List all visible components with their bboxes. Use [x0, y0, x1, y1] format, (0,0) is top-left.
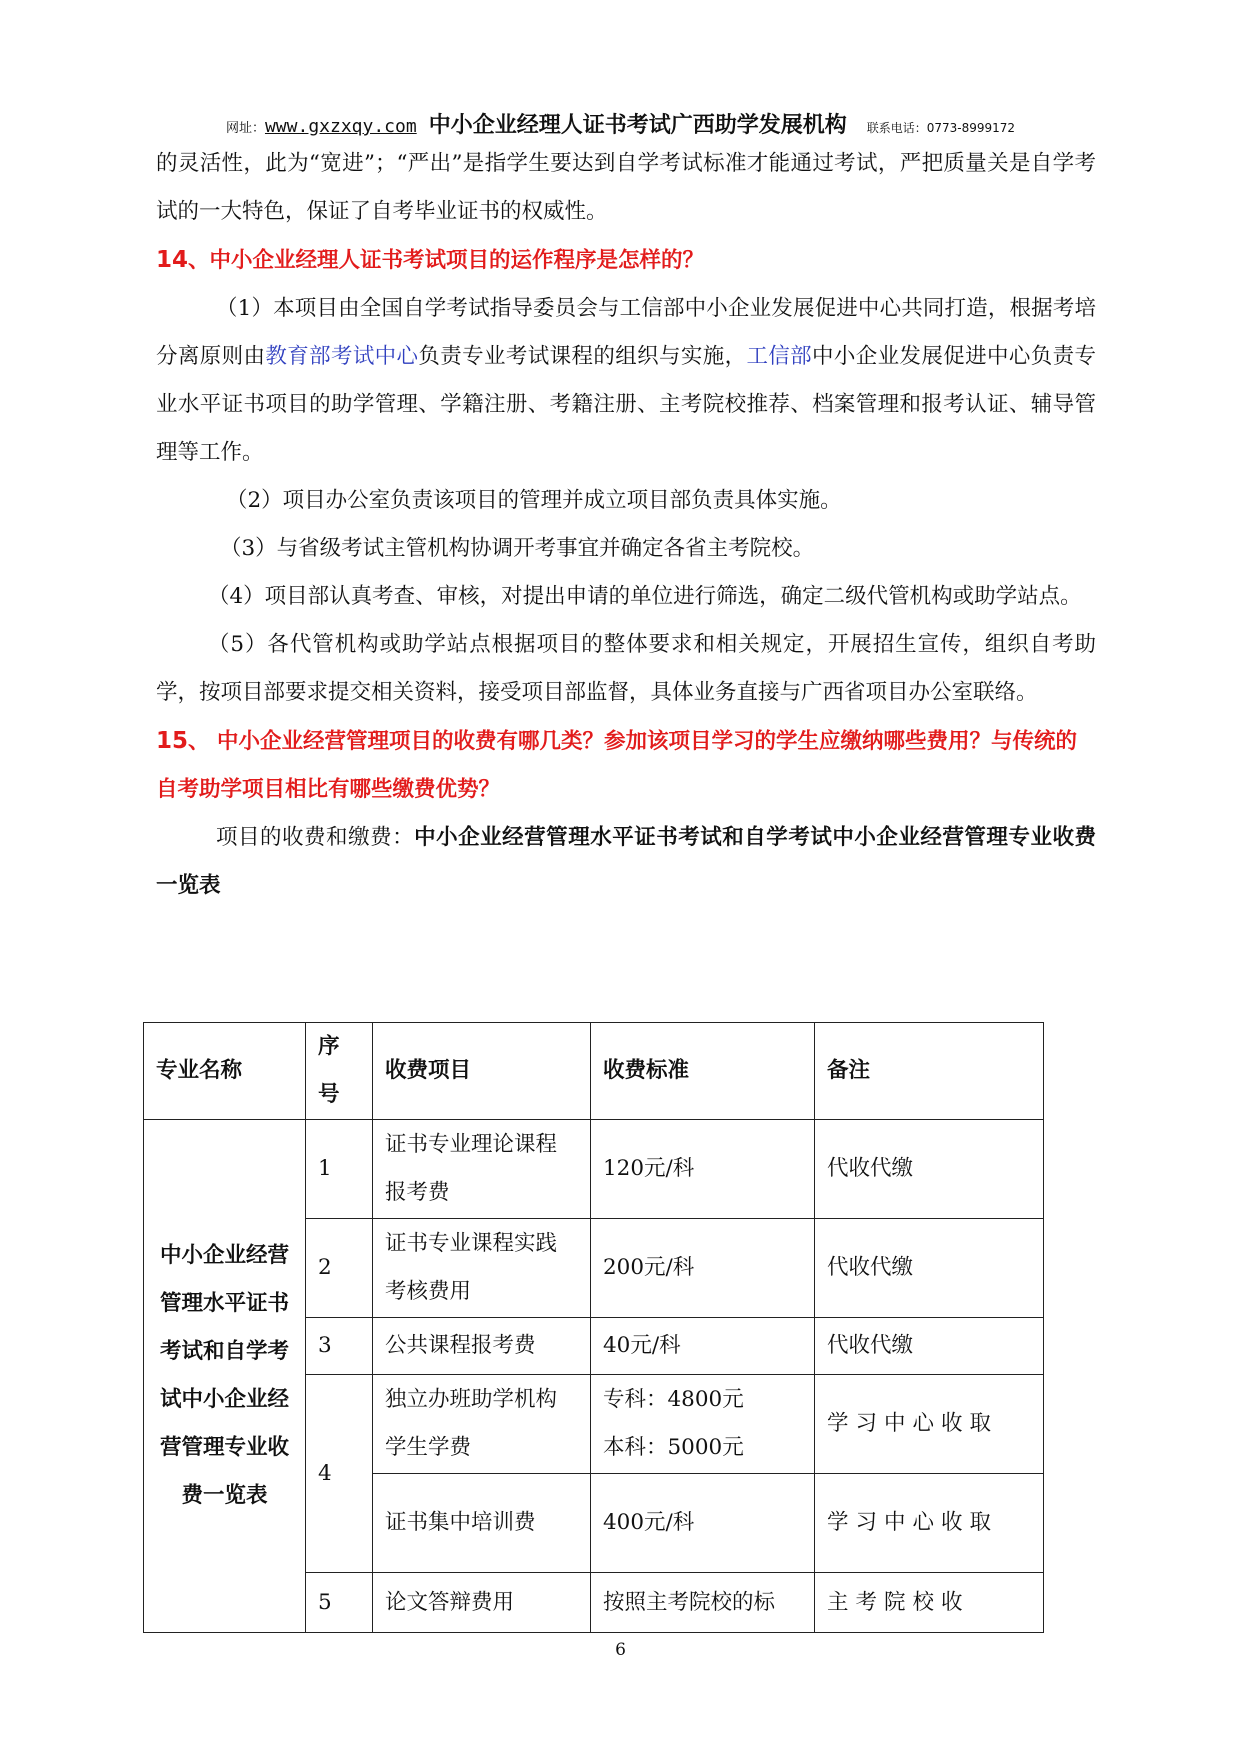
document-body — [156, 140, 1096, 910]
header-phone: 联系电话：0773-8999172 — [866, 121, 1016, 135]
page-header — [0, 108, 1241, 139]
header-note: 备注 — [815, 1023, 1044, 1120]
q14-paragraph-1 — [156, 285, 1096, 477]
q14-p1-text-c: 中小企业发展促进中心负责专业水平证书项目的助学管理、学籍注册、考籍注册、主考院校推荐、档案管理和报考认证、辅导管理等工作。 — [156, 344, 1096, 465]
row-note: 代收代缴 — [815, 1219, 1044, 1318]
header-item: 收费项目 — [373, 1023, 591, 1120]
miit-link[interactable]: 工信部 — [746, 344, 813, 369]
table-header-row — [144, 1023, 1044, 1120]
question-15-heading — [156, 717, 1096, 814]
row-fee: 按照主考院校的标 — [591, 1573, 815, 1633]
fee-undergraduate: 本科：5000元 — [603, 1435, 744, 1460]
row-no: 1 — [306, 1120, 373, 1219]
continuation-paragraph: 的灵活性，此为“宽进”；“严出”是指学生要达到自学考试标准才能通过考试，严把质量关是自学考试的一大特色，保证了自考毕业证书的权威性。 — [156, 151, 1096, 224]
table-caption — [156, 814, 1096, 910]
question-14-title: 、中小企业经理人证书考试项目的运作程序是怎样的？ — [188, 248, 705, 273]
row-fee: 400元/科 — [591, 1474, 815, 1573]
row-fee: 40元/科 — [591, 1318, 815, 1375]
row-note: 学习中心收取 — [815, 1375, 1044, 1474]
fee-junior-college: 专科：4800元 — [603, 1387, 744, 1412]
row-no: 4 — [306, 1375, 373, 1573]
row-no: 3 — [306, 1318, 373, 1375]
moe-exam-center-link[interactable]: 教育部考试中心 — [265, 344, 419, 369]
q14-p1-text-a: （1）本项目由全国自学考试指导委员会与工信部中小企业发展促进中心共同打造，根据考培分离原则由 — [156, 296, 1096, 369]
row-item: 论文答辩费用 — [373, 1573, 591, 1633]
row-note: 主考院校收 — [815, 1573, 1044, 1633]
row-note: 代收代缴 — [815, 1120, 1044, 1219]
row-fee — [591, 1375, 815, 1474]
page-number: 6 — [615, 1640, 626, 1660]
q14-paragraph-4: （4）项目部认真考查、审核，对提出申请的单位进行筛选，确定二级代管机构或助学站点。 — [208, 584, 1082, 609]
question-14-heading — [156, 236, 1096, 285]
header-org-name: 中小企业经理人证书考试广西助学发展机构 — [428, 113, 847, 138]
row-item: 公共课程报考费 — [373, 1318, 591, 1375]
row-no: 5 — [306, 1573, 373, 1633]
row-fee: 120元/科 — [591, 1120, 815, 1219]
q14-p1-text-b: 负责专业考试课程的组织与实施， — [418, 344, 747, 369]
question-15-title: 、 中小企业经营管理项目的收费有哪几类？参加该项目学习的学生应缴纳哪些费用？与传统的自考助学项目相比有哪些缴费优势？ — [156, 729, 1078, 802]
header-fee: 收费标准 — [591, 1023, 815, 1120]
table-caption-prefix: 项目的收费和缴费： — [216, 825, 415, 850]
row-note: 代收代缴 — [815, 1318, 1044, 1375]
q14-paragraph-2: （2）项目办公室负责该项目的管理并成立项目部负责具体实施。 — [226, 488, 842, 513]
row-fee: 200元/科 — [591, 1219, 815, 1318]
fee-table — [143, 1022, 1044, 1633]
table-row — [144, 1120, 1044, 1219]
header-no: 序号 — [306, 1023, 373, 1120]
question-15-number: 15 — [156, 728, 189, 754]
q14-paragraph-5: （5）各代管机构或助学站点根据项目的整体要求和相关规定，开展招生宣传，组织自考助学，按项目部要求提交相关资料，接受项目部监督，具体业务直接与广西省项目办公室联络。 — [156, 632, 1096, 705]
row-item: 证书集中培训费 — [373, 1474, 591, 1573]
row-note: 学习中心收取 — [815, 1474, 1044, 1573]
major-name-cell: 中小企业经营管理水平证书考试和自学考试中小企业经营管理专业收费一览表 — [144, 1120, 306, 1633]
table-caption-title: 中小企业经营管理水平证书考试和自学考试中小企业经营管理专业收费一览表 — [156, 825, 1096, 898]
website-link[interactable]: www.gxzxqy.com — [264, 116, 417, 137]
row-item: 证书专业课程实践考核费用 — [373, 1219, 591, 1318]
question-14-number: 14 — [156, 247, 189, 273]
row-no: 2 — [306, 1219, 373, 1318]
row-item: 独立办班助学机构学生学费 — [373, 1375, 591, 1474]
website-label: 网址： — [225, 121, 265, 136]
row-item: 证书专业理论课程报考费 — [373, 1120, 591, 1219]
q14-paragraph-3: （3）与省级考试主管机构协调开考事宜并确定各省主考院校。 — [220, 536, 815, 561]
header-major: 专业名称 — [144, 1023, 306, 1120]
